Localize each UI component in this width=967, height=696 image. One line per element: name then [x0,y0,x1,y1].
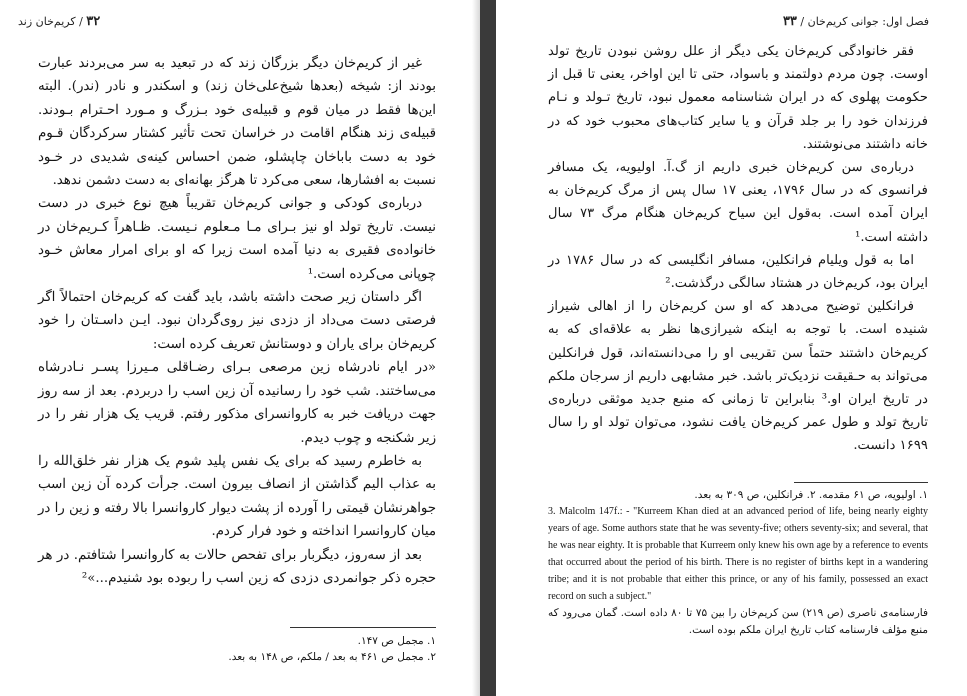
paragraph: اگر داستان زیر صحت داشته باشد، باید گفت که کریم‌خان احتمالاً اگر فرصتی دست می‌داد از دزدی نیز روی‌گردان نبود. ایـن داسـتان را خود کریم‌خان برای یاران و دوستانش تعریف کرده است: [38,290,436,352]
page-header [783,14,929,29]
paragraph: درباره‌ی کودکی و جوانی کریم‌خان تقریباً هیچ نوع خبری در دست نیست. تاریخ تولد او نیز بـرای مـا مـعلوم نـیست. ظـاهراً کـریم‌خان در خانواده‌ی فقیری به دنیا آمده است زیرا که او برای امرار معاش خـود چوپانی می‌کرده است.¹ [38,196,436,282]
page-number: ۳۳ [782,14,797,29]
running-title: کریم‌خان زند [18,15,76,28]
body-text [38,52,436,590]
footnote-rule [290,627,436,628]
footnote: ۱. اولیویه، ص ۶۱ مقدمه. ۲. فرانکلین، ص ۳۰۹ به بعد. [694,489,928,501]
header-separator: / [800,15,805,28]
paragraph: فقر خانوادگی کریم‌خان یکی دیگر از علل روشن نبودن تاریخ تولد اوست. چون مردم دولتمند و باسواد، حتی تا این اواخر، یعنی تا قبل از حکومت پهلوی که در ایران شناسنامه معمول نبود، تاریخ تـولد و نـام فرزندان خود را بر جلد قرآن و یا سایر کتاب‌های محبوب خود که در خانه داشتند می‌نوشتند. [548,44,928,152]
footnote: ۱. مجمل ص ۱۴۷. [357,635,436,647]
footnote-rule [794,482,928,483]
header-separator: / [79,15,83,28]
paragraph: اما به قول ویلیام فرانکلین، مسافر انگلیسی که در سال ۱۷۸۶ در ایران بود، کریم‌خان در هشتاد سالگی درگذشت.² [548,252,928,292]
paragraph: درباره‌ی سن کریم‌خان خبری داریم از گ.آ. اولیویه، یک مسافر فرانسوی که در سال ۱۷۹۶، یعنی ۱۷ سال پس از مرگ کریم‌خان به ایران آمده است. به‌قول این سیاح کریم‌خان هنگام مرگ ۷۳ سال داشته است.¹ [548,160,929,245]
quote-paragraph: بعد از سه‌روز، دیگربار برای تفحص حالات به کاروانسرا شتافتم. در هر حجره ذکر جوانمردی دزدی که زین اسب را ربوده بود شنیدم...»² [38,547,436,586]
paragraph: فرانکلین توضیح می‌دهد که او سن کریم‌خان را از اهالی شیراز شنیده است. با توجه به اینکه شیرازی‌ها نظر به علاقه‌ای که به کریم‌خان داشتند حتماً سن تقریبی او را می‌دانسته‌اند، قول فرانکلین می‌تواند به حـقیقت نزدیک‌تر باشد. خبر مشابهی داریم از سرجان ملکم در تاریخ ایران او.³ بنابراین تا زمانی که منبع جدید موثقی درباره‌ی تاریخ تولد و طول عمر کریم‌خان یافت نشود، می‌توان تولد او را سال ۱۶۹۹ دانست. [548,299,928,454]
left-page [0,0,480,696]
quote-paragraph: به خاطرم رسید که برای یک نفس پلید شوم یک هزار نفر خلق‌الله را به عذاب الیم گذاشتن از انصاف بیرون است. جرأت کرده آن زین اسب جواهرنشان قیمتی را آورده از پشت دیوار کاروانسرا بالا رفته و زین را در میان کاروانسرا انداخته و خود فرار کردم. [38,453,436,540]
footnote: ۲. مجمل ص ۴۶۱ به بعد / ملکم، ص ۱۴۸ به بعد. [228,651,436,663]
page-number: ۳۲ [86,14,101,29]
body-text [548,40,928,458]
page-header [18,14,100,29]
footnote-english: 3. Malcolm 147f.: - "Kurreem Khan died at an advanced period of life, being nearly eighty years of age. Some authors state that he was seventy-five; others seventy-six; and several, that he was near eighty. It is probable that Kurreem only knew his own age by a reference to events that occurred about the period of his birth. There is no register of births kept in a wandering tribe; and it is not probable that either this prince, or any of his family, possessed an exact record on such a subject." [548,506,928,602]
footnotes [150,633,436,665]
book-gutter [480,0,496,696]
footnotes [548,487,928,639]
quote-paragraph: «در ایام نادرشاه زین مرصعی بـرای رضـاقلی مـیرزا پسـر نـادرشاه می‌ساختند. شب خود را رسانیده آن زین اسب را دربردم. بعد از سه روز جهت دریافت خبر به کاروانسرای مذکور رفتم. قریب یک هزار نفر را در زیر شکنجه و چوب دیدم. [38,360,436,446]
footnote: فارسنامه‌ی ناصری (ص ۲۱۹) سن کریم‌خان را بین ۷۵ تا ۸۰ داده است. گمان می‌رود که منبع مؤلف فارسنامه کتاب تاریخ ایران ملکم بوده است. [548,607,929,636]
page-fold-shadow [472,0,480,696]
running-title: فصل اول: جوانی کریم‌خان [807,15,929,28]
paragraph: غیر از کریم‌خان دیگر بزرگان زند که در تبعید به سر می‌بردند عبارت بودند از: شیخه (بعدها شیخ‌علی‌خان زند) و اسکندر و نادر (ندر). البته این‌ها فقط در میان قوم و قبیله‌ی خود بـزرگ و مـورد احـترام بـودند. قبیله‌ی زند هنگام اقامت در خراسان تحت تأثیر کشتار سرکردگان قـوم خود به دست باباخان چاپشلو، ضمن احساس کینه‌ی شدیدی در خـود نسبت به افشارها، سعی می‌کرد تا هرگز بهانه‌ای به دست دشمن ندهد. [38,56,436,189]
right-page [496,0,967,696]
